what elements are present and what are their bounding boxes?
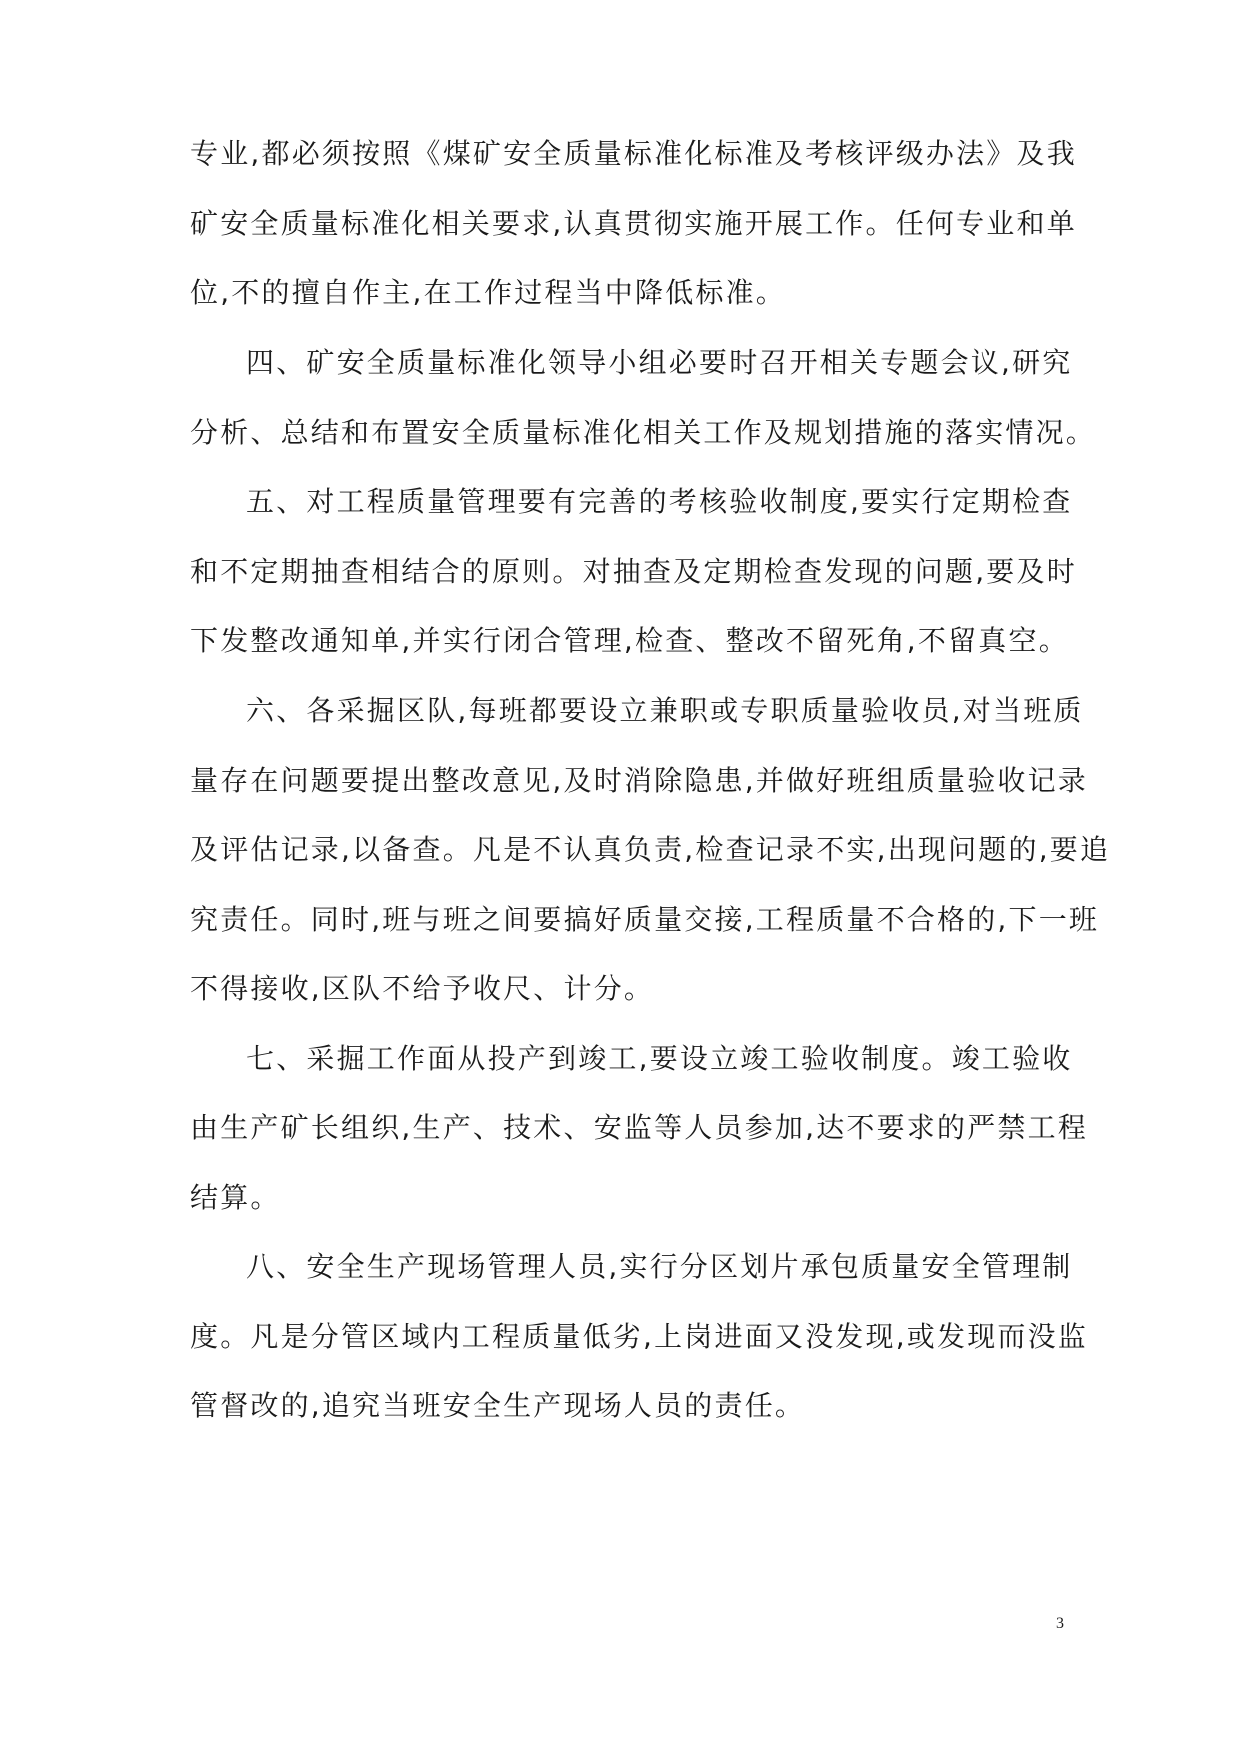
text-line: 管督改的,追究当班安全生产现场人员的责任。 <box>190 1389 806 1422</box>
text-line: 专业,都必须按照《煤矿安全质量标准化标准及考核评级办法》及我 <box>190 137 1077 170</box>
text-line: 量存在问题要提出整改意见,及时消除隐患,并做好班组质量验收记录 <box>190 764 1089 797</box>
text-line: 结算。 <box>190 1181 281 1214</box>
text-line: 究责任。同时,班与班之间要搞好质量交接,工程质量不合格的,下一班 <box>190 903 1100 936</box>
text-line: 分析、总结和布置安全质量标准化相关工作及规划措施的落实情况。 <box>190 416 1097 449</box>
paragraph-8-start: 八、安全生产现场管理人员,实行分区划片承包质量安全管理制 <box>246 1250 1073 1283</box>
text-line: 由生产矿长组织,生产、技术、安监等人员参加,达不要求的严禁工程 <box>190 1111 1089 1144</box>
page-number: 3 <box>1056 1615 1064 1632</box>
paragraph-6-start: 六、各采掘区队,每班都要设立兼职或专职质量验收员,对当班质 <box>246 694 1084 727</box>
text-line: 和不定期抽查相结合的原则。对抽查及定期检查发现的问题,要及时 <box>190 555 1077 588</box>
text-line: 不得接收,区队不给予收尺、计分。 <box>190 972 655 1005</box>
paragraph-4-start: 四、矿安全质量标准化领导小组必要时召开相关专题会议,研究 <box>246 346 1073 379</box>
text-line: 矿安全质量标准化相关要求,认真贯彻实施开展工作。任何专业和单 <box>190 207 1077 240</box>
text-line: 度。凡是分管区域内工程质量低劣,上岗进面又没发现,或发现而没监 <box>190 1320 1089 1353</box>
text-line: 位,不的擅自作主,在工作过程当中降低标准。 <box>190 276 787 309</box>
paragraph-5-start: 五、对工程质量管理要有完善的考核验收制度,要实行定期检查 <box>246 485 1073 518</box>
paragraph-7-start: 七、采掘工作面从投产到竣工,要设立竣工验收制度。竣工验收 <box>246 1042 1073 1075</box>
text-line: 下发整改通知单,并实行闭合管理,检查、整改不留死角,不留真空。 <box>190 624 1069 657</box>
text-line: 及评估记录,以备查。凡是不认真负责,检查记录不实,出现问题的,要追 <box>190 833 1111 866</box>
